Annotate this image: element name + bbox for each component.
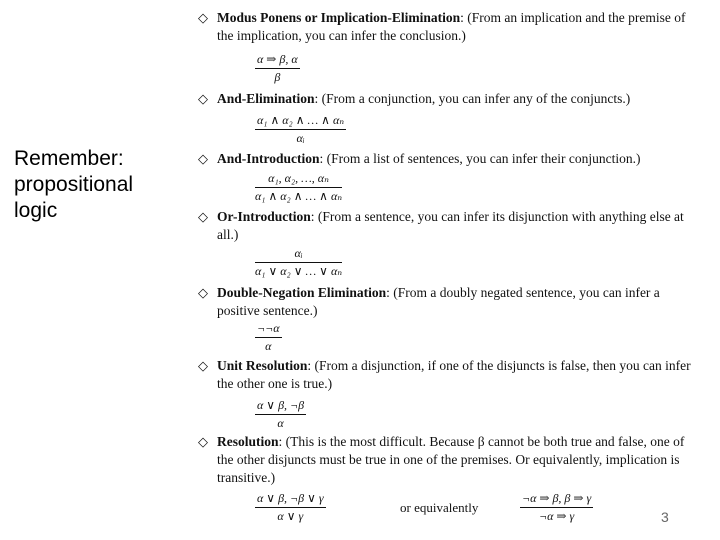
slide-title-line-1: Remember: (14, 147, 124, 170)
rule-description: : (From a list of sentences, you can infer their conjunction.) (319, 151, 641, 166)
rule-header (198, 357, 698, 393)
rule-description: : (From a conjunction, you can infer any of the conjuncts.) (314, 91, 631, 106)
formula-conclusion: α₁ ∧ α₂ ∧ … ∧ αₙ (255, 189, 343, 203)
formula-premise: ¬α ⇒ β, β ⇒ γ (520, 491, 593, 508)
diamond-bullet-icon: ◇ (198, 434, 208, 449)
rule-or-introduction (198, 208, 698, 244)
formula-premise: α₁ ∧ α₂ ∧ … ∧ αₙ (255, 113, 346, 130)
slide-title-line-2: propositional (14, 173, 134, 196)
rule-header (198, 150, 698, 168)
formula-conclusion: α₁ ∨ α₂ ∨ … ∨ αₙ (255, 264, 343, 278)
formula-premise: α₁, α₂, …, αₙ (255, 171, 342, 188)
rule-name: And-Introduction (217, 151, 320, 166)
rule-description: : (From a disjunction, if one of the disjuncts is false, then you can infer the other one is true.) (217, 358, 691, 391)
rule-name: Modus Ponens or Implication-Elimination (217, 10, 461, 25)
formula-conclusion: β (274, 70, 281, 84)
rule-name: Unit Resolution (217, 358, 308, 373)
formula-conclusion: αᵢ (296, 131, 305, 145)
inference-formula (255, 171, 342, 204)
page-number: 3 (661, 509, 669, 525)
rule-name: Or-Introduction (217, 209, 311, 224)
formula-conclusion: ¬α ⇒ γ (539, 509, 575, 523)
inference-formula (255, 398, 306, 431)
formula-premise: α ∨ β, ¬β ∨ γ (255, 491, 326, 508)
diamond-bullet-icon: ◇ (198, 91, 208, 106)
formula-premise: αᵢ (255, 246, 342, 263)
formula-conclusion: α ∨ γ (277, 509, 304, 523)
formula-premise: α ⇒ β, α (255, 52, 300, 69)
formula-premise: α ∨ β, ¬β (255, 398, 306, 415)
inference-formula (255, 246, 342, 279)
inference-formula-alternate (520, 491, 593, 524)
rule-description: : (This is the most difficult. Because β cannot be both true and false, one of the other disjuncts must be true in one of the premises. Or equivalently, implication is transitive.) (217, 434, 685, 485)
rule-description: : (From a sentence, you can infer its disjunction with anything else at all.) (217, 209, 684, 242)
slide-title (14, 146, 189, 224)
rule-and-introduction (198, 150, 698, 168)
diamond-bullet-icon: ◇ (198, 10, 208, 25)
rule-description: : (From a doubly negated sentence, you can infer a positive sentence.) (217, 285, 660, 318)
rule-header (198, 9, 698, 45)
formula-conclusion: α (265, 339, 272, 353)
inference-formula (255, 113, 346, 146)
diamond-bullet-icon: ◇ (198, 285, 208, 300)
inference-formula (255, 491, 326, 524)
rule-header (198, 208, 698, 244)
rule-and-elimination (198, 90, 698, 108)
slide-title-line-3: logic (14, 199, 58, 222)
rule-resolution (198, 433, 698, 487)
inference-formula (255, 321, 282, 354)
rule-description: : (From an implication and the premise of the implication, you can infer the conclusion.) (217, 10, 686, 43)
rule-name: Resolution (217, 434, 279, 449)
rule-header (198, 284, 698, 320)
rule-double-negation-elimination (198, 284, 698, 320)
rule-name: Double-Negation Elimination (217, 285, 387, 300)
rule-header (198, 90, 698, 108)
rule-name: And-Elimination (217, 91, 315, 106)
inference-formula (255, 52, 300, 85)
formula-conclusion: α (277, 416, 284, 430)
rule-unit-resolution (198, 357, 698, 393)
rule-header (198, 433, 698, 487)
diamond-bullet-icon: ◇ (198, 151, 208, 166)
formula-premise: ¬¬α (255, 321, 282, 338)
or-equivalently-label: or equivalently (400, 500, 479, 515)
diamond-bullet-icon: ◇ (198, 209, 208, 224)
rule-modus-ponens (198, 9, 698, 45)
diamond-bullet-icon: ◇ (198, 358, 208, 373)
